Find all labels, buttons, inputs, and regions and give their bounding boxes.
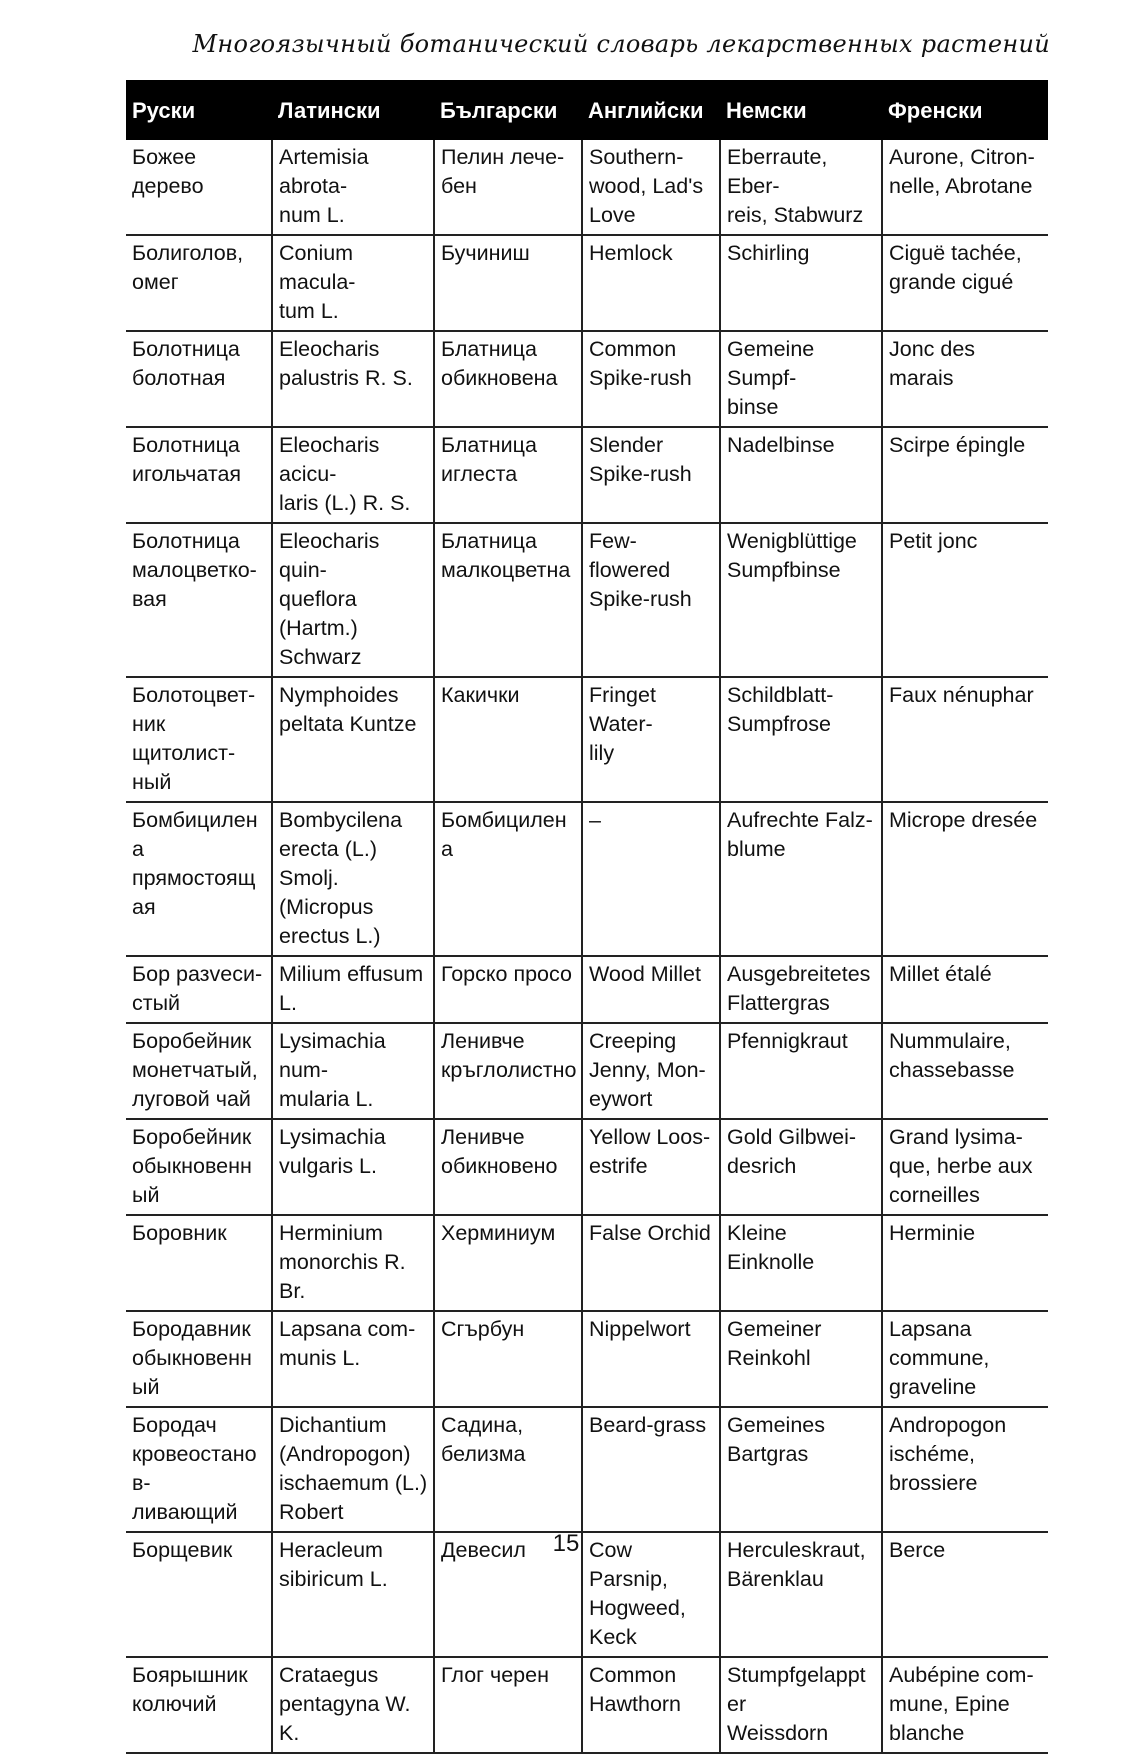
cell-french: Millet étalé [882, 956, 1048, 1023]
running-header: Многоязычный ботанический словарь лекарственных растений [192, 30, 1050, 58]
cell-german: Aufrechte Falz- blume [720, 802, 882, 956]
cell-german: Schildblatt- Sumpfrose [720, 677, 882, 802]
cell-french: Faux nénuphar [882, 677, 1048, 802]
cell-english: Common Hawthorn [582, 1657, 720, 1753]
cell-russian: Боробейник монетчатый, луговой чай [126, 1023, 272, 1119]
cell-bulgarian: Глог черен [434, 1657, 582, 1753]
cell-english: Slender Spike-rush [582, 427, 720, 523]
cell-english: Few-flowered Spike-rush [582, 523, 720, 677]
cell-german: Stumpfgelappter Weissdorn [720, 1657, 882, 1753]
cell-french: Andropogon ischéme, brossiere [882, 1407, 1048, 1532]
cell-latin: Heracleum sibiricum L. [272, 1532, 434, 1657]
cell-russian: Бородач кровеостанов- ливающий [126, 1407, 272, 1532]
column-header-english: Английски [582, 80, 720, 140]
cell-russian: Божее дерево [126, 140, 272, 235]
cell-german: Gemeiner Reinkohl [720, 1311, 882, 1407]
cell-english: False Orchid [582, 1215, 720, 1311]
cell-english: Wood Millet [582, 956, 720, 1023]
cell-bulgarian: Бомбицилена [434, 802, 582, 956]
cell-bulgarian: Сгърбун [434, 1311, 582, 1407]
cell-bulgarian: Ленивче обикновено [434, 1119, 582, 1215]
cell-german: Nadelbinse [720, 427, 882, 523]
table-row [126, 1023, 1048, 1119]
cell-english: Beard-grass [582, 1407, 720, 1532]
cell-bulgarian: Пелин лече- бен [434, 140, 582, 235]
cell-french: Berce [882, 1532, 1048, 1657]
cell-german: Eberraute, Eber- reis, Stabwurz [720, 140, 882, 235]
cell-latin: Eleocharis palustris R. S. [272, 331, 434, 427]
cell-bulgarian: Блатница малкоцветна [434, 523, 582, 677]
cell-russian: Бор разveси- стый [126, 956, 272, 1023]
cell-german: Herculeskraut, Bärenklau [720, 1532, 882, 1657]
cell-latin: Conium macula- tum L. [272, 235, 434, 331]
cell-english: Cow Parsnip, Hogweed, Keck [582, 1532, 720, 1657]
cell-bulgarian: Ленивче кръглолистно [434, 1023, 582, 1119]
table-row [126, 1311, 1048, 1407]
cell-english: Hemlock [582, 235, 720, 331]
cell-english: Creeping Jenny, Mon- eywort [582, 1023, 720, 1119]
cell-english: Southern- wood, Lad's Love [582, 140, 720, 235]
cell-french: Ciguë tachée, grande cigué [882, 235, 1048, 331]
cell-latin: Lysimachia vulgaris L. [272, 1119, 434, 1215]
page-number: 15 [552, 1530, 580, 1557]
cell-russian: Болотоцвет- ник щитолист- ный [126, 677, 272, 802]
cell-bulgarian: Блатница иглеста [434, 427, 582, 523]
cell-latin: Dichantium (Andropogon) ischaemum (L.) Robert [272, 1407, 434, 1532]
table-row [126, 331, 1048, 427]
table-row [126, 1215, 1048, 1311]
table-row [126, 523, 1048, 677]
table-header-row [126, 80, 1048, 140]
cell-latin: Lapsana com- munis L. [272, 1311, 434, 1407]
cell-latin: Bombycilena erecta (L.) Smolj. (Micropus erectus L.) [272, 802, 434, 956]
cell-russian: Боровник [126, 1215, 272, 1311]
cell-french: Scirpe épingle [882, 427, 1048, 523]
cell-german: Gemeines Bartgras [720, 1407, 882, 1532]
cell-russian: Болотница болотная [126, 331, 272, 427]
cell-english: Yellow Loos- estrife [582, 1119, 720, 1215]
cell-french: Herminie [882, 1215, 1048, 1311]
cell-english: Common Spike-rush [582, 331, 720, 427]
cell-english: Nippelwort [582, 1311, 720, 1407]
cell-french: Aubépine com- mune, Epine blanche [882, 1657, 1048, 1753]
cell-bulgarian: Горско просо [434, 956, 582, 1023]
cell-bulgarian: Девесил [434, 1532, 582, 1657]
cell-russian: Боярышник колючий [126, 1657, 272, 1753]
cell-russian: Борщевик [126, 1532, 272, 1657]
cell-french: Nummulaire, chassebasse [882, 1023, 1048, 1119]
cell-french: Jonc des marais [882, 331, 1048, 427]
cell-german: Ausgebreitetes Flattergras [720, 956, 882, 1023]
cell-latin: Eleocharis acicu- laris (L.) R. S. [272, 427, 434, 523]
column-header-bulgarian: Български [434, 80, 582, 140]
cell-russian: Болотница малоцветко- вая [126, 523, 272, 677]
cell-english: Fringet Water- lily [582, 677, 720, 802]
cell-latin: Artemisia abrota- num L. [272, 140, 434, 235]
cell-french: Lapsana commune, graveline [882, 1311, 1048, 1407]
cell-english: – [582, 802, 720, 956]
cell-russian: Болиголов, омег [126, 235, 272, 331]
cell-german: Kleine Einknolle [720, 1215, 882, 1311]
cell-bulgarian: Херминиум [434, 1215, 582, 1311]
column-header-german: Немски [720, 80, 882, 140]
table-row [126, 235, 1048, 331]
cell-french: Petit jonc [882, 523, 1048, 677]
cell-bulgarian: Какички [434, 677, 582, 802]
column-header-russian: Руски [126, 80, 272, 140]
cell-french: Micrope dresée [882, 802, 1048, 956]
dictionary-table [126, 80, 1048, 1754]
table-row [126, 1119, 1048, 1215]
cell-latin: Eleocharis quin- queflora (Hartm.) Schwarz [272, 523, 434, 677]
cell-german: Gemeine Sumpf- binse [720, 331, 882, 427]
cell-latin: Milium effusum L. [272, 956, 434, 1023]
cell-latin: Crataegus pentagyna W. K. [272, 1657, 434, 1753]
table-row [126, 140, 1048, 235]
cell-german: Wenigblüttige Sumpfbinse [720, 523, 882, 677]
cell-french: Aurone, Citron- nelle, Abrotane [882, 140, 1048, 235]
cell-russian: Боробейник обыкновенный [126, 1119, 272, 1215]
table-row [126, 1407, 1048, 1532]
cell-latin: Lysimachia num- mularia L. [272, 1023, 434, 1119]
cell-russian: Бомбицилена прямостоящая [126, 802, 272, 956]
cell-latin: Herminium monorchis R. Br. [272, 1215, 434, 1311]
cell-german: Pfennigkraut [720, 1023, 882, 1119]
table-body [126, 140, 1048, 1753]
cell-bulgarian: Бучиниш [434, 235, 582, 331]
table-row [126, 677, 1048, 802]
cell-russian: Болотница игольчатая [126, 427, 272, 523]
table-row [126, 956, 1048, 1023]
cell-german: Schirling [720, 235, 882, 331]
table-row [126, 802, 1048, 956]
column-header-french: Френски [882, 80, 1048, 140]
table-row [126, 1657, 1048, 1753]
column-header-latin: Латински [272, 80, 434, 140]
table-row [126, 427, 1048, 523]
cell-bulgarian: Садина, белизма [434, 1407, 582, 1532]
cell-russian: Бородавник обыкновенный [126, 1311, 272, 1407]
cell-latin: Nymphoides peltata Kuntze [272, 677, 434, 802]
cell-german: Gold Gilbwei- desrich [720, 1119, 882, 1215]
cell-french: Grand lysima- que, herbe aux corneilles [882, 1119, 1048, 1215]
cell-bulgarian: Блатница обикновена [434, 331, 582, 427]
